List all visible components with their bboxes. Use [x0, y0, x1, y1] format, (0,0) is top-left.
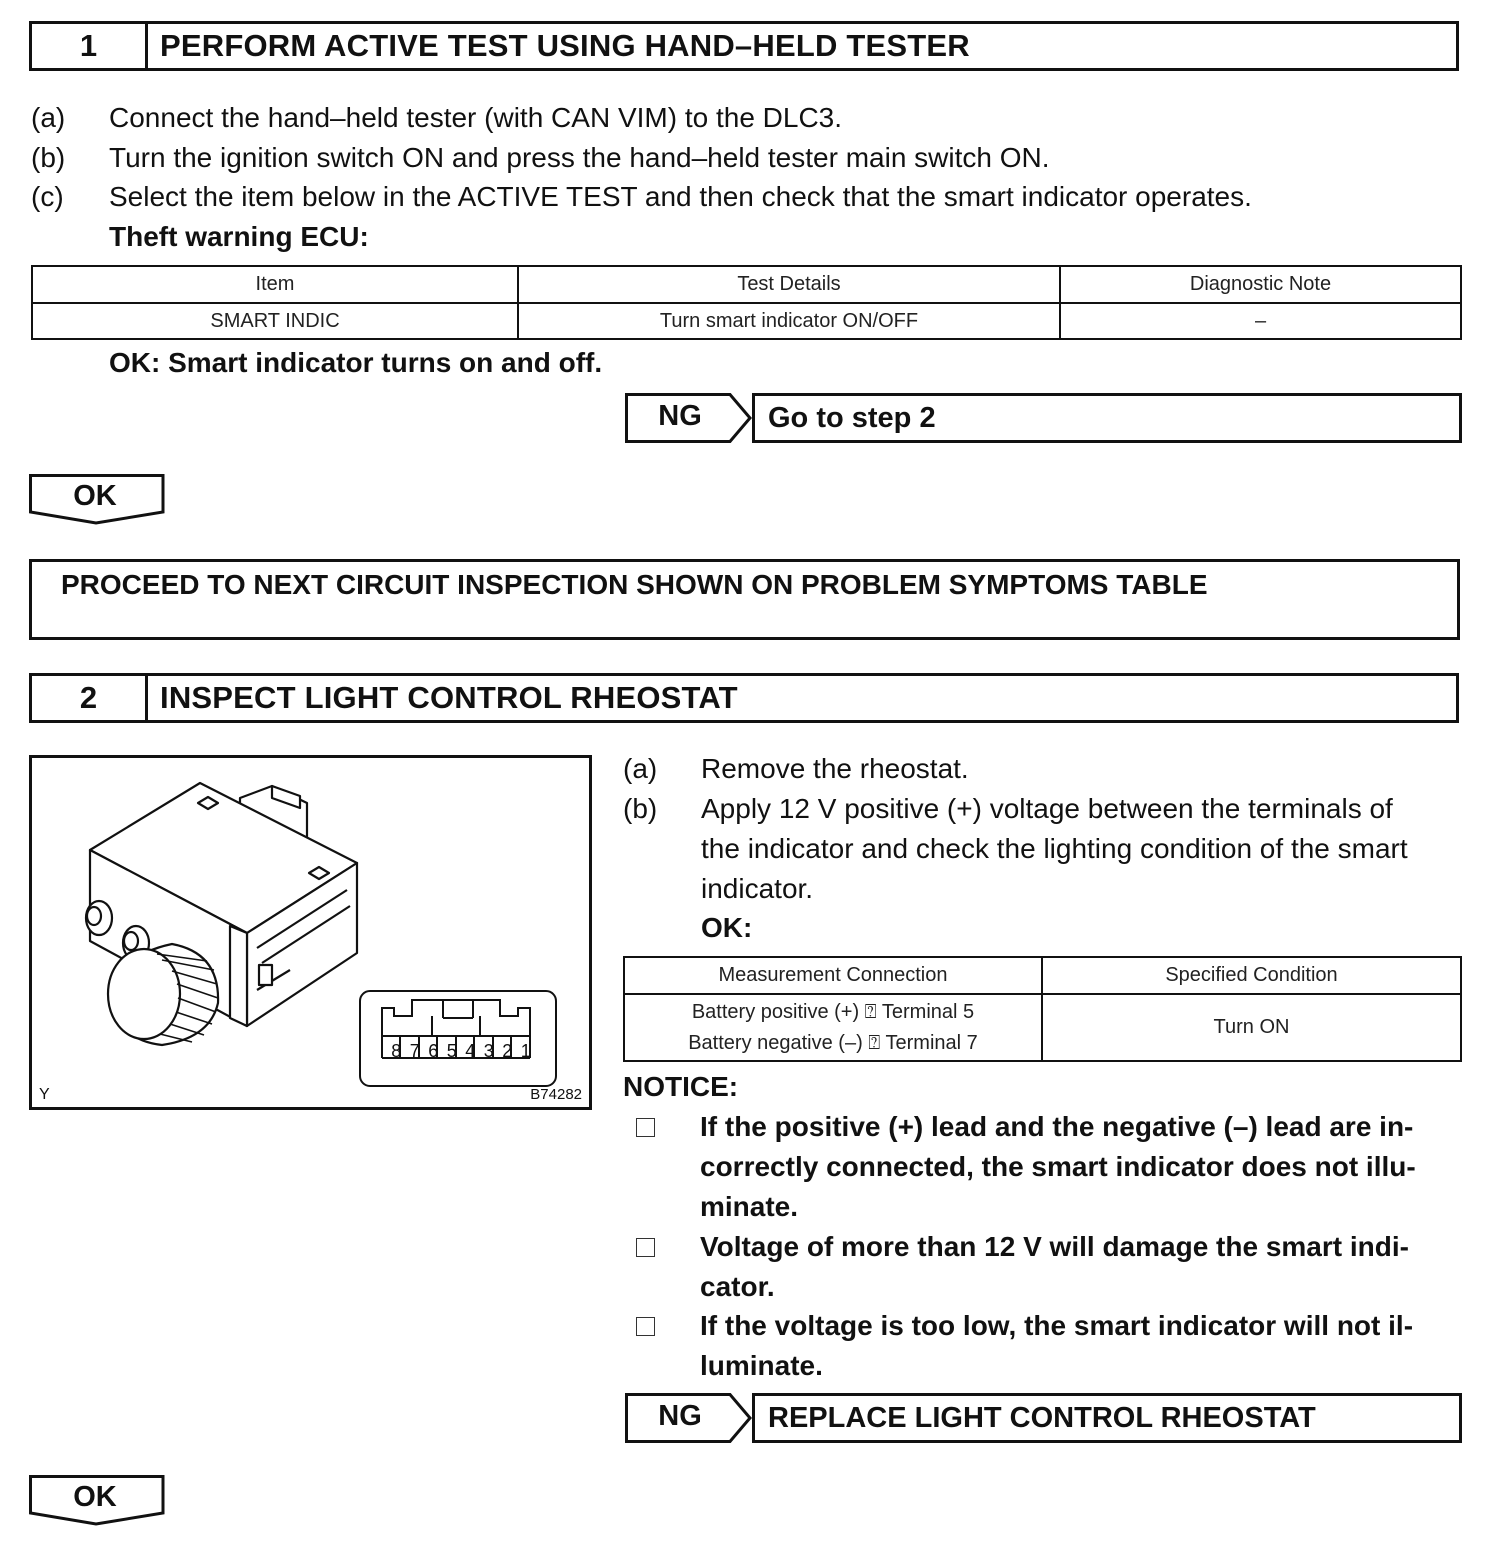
step2-ok-heading: OK: — [701, 912, 753, 943]
table-row — [624, 994, 1461, 1061]
step2-item-b-line1: Apply 12 V positive (+) voltage between the terminals of — [701, 793, 1393, 824]
checkbox-icon — [636, 1118, 655, 1137]
step1-number: 1 — [32, 24, 148, 68]
table-row — [32, 303, 1461, 339]
step1-ok-branch[interactable] — [29, 474, 165, 526]
measurement-table — [623, 956, 1462, 1062]
step2-title: INSPECT LIGHT CONTROL RHEOSTAT — [160, 680, 738, 715]
notice-line: If the positive (+) lead and the negative (–) lead are in- — [700, 1111, 1414, 1142]
step1-ng-branch[interactable] — [625, 393, 1462, 443]
cell-item: SMART INDIC — [32, 303, 518, 339]
step2-item-b-label: (b) — [623, 793, 658, 824]
table-header-row — [624, 957, 1461, 994]
step2-ok-label: OK — [73, 1481, 117, 1513]
step1-ok-label: OK — [73, 480, 117, 512]
col-header-measurement-connection: Measurement Connection — [624, 957, 1042, 994]
connector-pin-labels — [387, 1041, 537, 1063]
figure-corner-label: Y — [39, 1086, 50, 1103]
notice-line: correctly connected, the smart indicator does not illu- — [700, 1151, 1416, 1182]
step2-header — [29, 673, 1459, 723]
step1-item-a-text: Connect the hand–held tester (with CAN VIM) to the DLC3. — [109, 102, 843, 133]
step1-item-b-label: (b) — [31, 142, 66, 173]
rheostat-figure — [29, 755, 592, 1110]
pin-label: 8 — [391, 1041, 402, 1061]
pin-label: 4 — [465, 1041, 476, 1061]
step2-number: 2 — [32, 676, 148, 720]
step1-item-c-text: Select the item below in the ACTIVE TEST and then check that the smart indicator operates. — [109, 181, 1252, 212]
pin-label: 5 — [446, 1041, 457, 1061]
step1-ok-criteria: OK: Smart indicator turns on and off. — [109, 347, 603, 378]
col-header-test-details: Test Details — [518, 266, 1060, 303]
pin-label: 1 — [520, 1041, 531, 1061]
notice-line: cator. — [700, 1271, 775, 1302]
figure-code: B74282 — [530, 1086, 582, 1103]
pin-label: 2 — [502, 1041, 513, 1061]
step2-ng-label: NG — [658, 1400, 702, 1432]
connection-line-negative: Battery negative (–) ⍰ Terminal 7 — [688, 1031, 978, 1054]
step1-item-a-label: (a) — [31, 102, 66, 133]
step1-item-b-text: Turn the ignition switch ON and press the hand–held tester main switch ON. — [109, 142, 1050, 173]
notice-line: Voltage of more than 12 V will damage the smart indi- — [700, 1231, 1409, 1262]
step2-item-a-text: Remove the rheostat. — [701, 753, 969, 784]
cell-diagnostic-note: – — [1060, 303, 1461, 339]
checkbox-icon — [636, 1317, 655, 1336]
step2-ng-branch[interactable] — [625, 1393, 1462, 1443]
proceed-box: PROCEED TO NEXT CIRCUIT INSPECTION SHOWN ON PROBLEM SYMPTOMS TABLE — [29, 559, 1460, 640]
step1-header — [29, 21, 1459, 71]
notice-line: luminate. — [700, 1350, 823, 1381]
step2-item-b-line2: the indicator and check the lighting condition of the smart — [701, 833, 1408, 864]
col-header-specified-condition: Specified Condition — [1042, 957, 1461, 994]
cell-specified-condition: Turn ON — [1042, 994, 1461, 1061]
table-header-row — [32, 266, 1461, 303]
step1-subheading: Theft warning ECU: — [109, 221, 369, 252]
step1-ng-label: NG — [658, 400, 702, 432]
cell-test-details: Turn smart indicator ON/OFF — [518, 303, 1060, 339]
step1-item-c-label: (c) — [31, 181, 64, 212]
col-header-diagnostic-note: Diagnostic Note — [1060, 266, 1461, 303]
col-header-item: Item — [32, 266, 518, 303]
step2-item-b-line3: indicator. — [701, 873, 814, 904]
pin-label: 3 — [483, 1041, 494, 1061]
step2-ok-branch[interactable] — [29, 1475, 165, 1527]
connection-line-positive: Battery positive (+) ⍰ Terminal 5 — [691, 1000, 975, 1023]
pin-label: 7 — [409, 1041, 420, 1061]
notice-line: minate. — [700, 1191, 799, 1222]
notice-line: If the voltage is too low, the smart indicator will not il- — [700, 1310, 1414, 1341]
active-test-table — [31, 265, 1462, 340]
step2-ng-target: REPLACE LIGHT CONTROL RHEOSTAT — [752, 1393, 1462, 1443]
checkbox-icon — [636, 1238, 655, 1257]
step1-title: PERFORM ACTIVE TEST USING HAND–HELD TESTER — [160, 28, 970, 63]
step1-ng-target: Go to step 2 — [752, 393, 1462, 443]
cell-measurement-connection — [624, 994, 1042, 1061]
notice-heading: NOTICE: — [623, 1071, 739, 1102]
step2-item-a-label: (a) — [623, 753, 658, 784]
pin-label: 6 — [428, 1041, 439, 1061]
